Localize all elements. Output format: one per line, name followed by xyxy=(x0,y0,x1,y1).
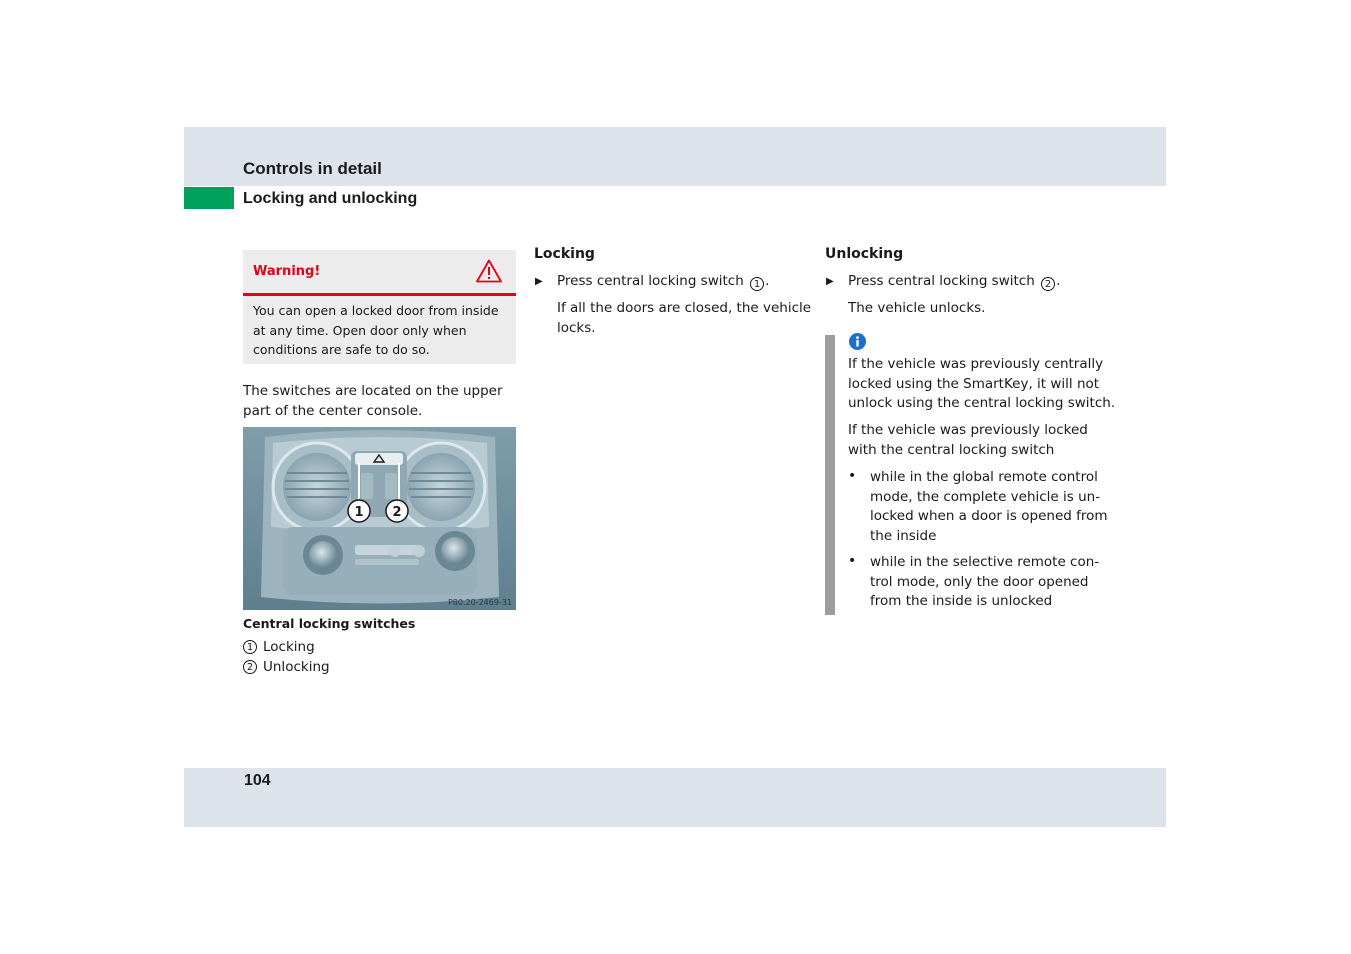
legend-item-unlocking xyxy=(243,659,330,675)
legend-number: 1 xyxy=(243,640,257,654)
callout-1-label: 1 xyxy=(354,505,364,520)
info-line: with the central locking switch xyxy=(848,441,1055,458)
locking-step-number: 1 xyxy=(750,277,764,291)
step-arrow-icon: ▶ xyxy=(535,276,543,287)
info-line: while in the selective remote con- xyxy=(870,554,1100,570)
info-line: the inside xyxy=(870,527,937,544)
info-bullet-1 xyxy=(870,468,1108,546)
locking-heading: Locking xyxy=(534,246,595,262)
warning-header xyxy=(243,250,516,296)
bullet-dot-icon: • xyxy=(848,468,857,484)
info-line: from the inside is unlocked xyxy=(870,593,1053,609)
info-bar xyxy=(825,335,835,615)
step-arrow-icon: ▶ xyxy=(826,276,834,287)
locking-step-text: Press central locking switch xyxy=(557,273,749,289)
bullet-dot-icon: • xyxy=(848,553,857,569)
locking-result-line: locks. xyxy=(557,319,596,336)
warning-box xyxy=(243,250,516,364)
section-marker xyxy=(184,187,234,209)
warning-triangle-icon xyxy=(476,259,502,283)
info-line: If the vehicle was previously locked xyxy=(848,422,1088,438)
unlocking-result: The vehicle unlocks. xyxy=(848,300,986,316)
info-line: locked when a door is opened from xyxy=(870,508,1108,524)
legend-item-locking xyxy=(243,639,315,655)
locking-result xyxy=(557,299,811,338)
info-line: trol mode, only the door opened xyxy=(870,573,1089,590)
center-console-photo xyxy=(243,427,516,610)
section-title: Locking and unlocking xyxy=(243,190,418,207)
info-paragraph-2 xyxy=(848,421,1088,460)
info-line: If the vehicle was previously centrally xyxy=(848,356,1104,372)
warning-label: Warning! xyxy=(253,264,321,279)
unlocking-step-text: Press central locking switch xyxy=(848,273,1040,289)
console-illustration xyxy=(243,427,516,610)
callout-2-label: 2 xyxy=(392,505,402,520)
unlocking-heading: Unlocking xyxy=(825,246,904,262)
locking-step xyxy=(557,272,769,292)
info-bullet-2 xyxy=(870,553,1099,612)
info-line: unlock using the central locking switch. xyxy=(848,395,1116,411)
info-line: locked using the SmartKey, it will not xyxy=(848,375,1100,392)
unlocking-step-end: . xyxy=(1056,273,1061,289)
figure-code: P80.20-2469-31 xyxy=(447,598,512,607)
unlocking-step-number: 2 xyxy=(1041,277,1055,291)
locking-result-line: If all the doors are closed, the vehicle xyxy=(557,300,812,316)
info-line: mode, the complete vehicle is un- xyxy=(870,488,1101,505)
page-number: 104 xyxy=(244,772,271,789)
intro-text: The switches are located on the upper part of the center console. xyxy=(243,383,503,419)
info-icon xyxy=(849,333,866,350)
warning-text: You can open a locked door from inside at any time. Open door only when conditions are safe to do so. xyxy=(253,303,499,357)
footer-band xyxy=(184,768,1166,827)
legend-number: 2 xyxy=(243,660,257,674)
legend-label: Locking xyxy=(263,639,315,655)
info-paragraph-1 xyxy=(848,355,1115,414)
figure-caption: Central locking switches xyxy=(243,616,416,631)
info-line: while in the global remote control xyxy=(870,469,1098,485)
chapter-title: Controls in detail xyxy=(243,159,382,178)
locking-step-end: . xyxy=(765,273,770,289)
legend-label: Unlocking xyxy=(263,659,330,675)
unlocking-step xyxy=(848,272,1060,292)
